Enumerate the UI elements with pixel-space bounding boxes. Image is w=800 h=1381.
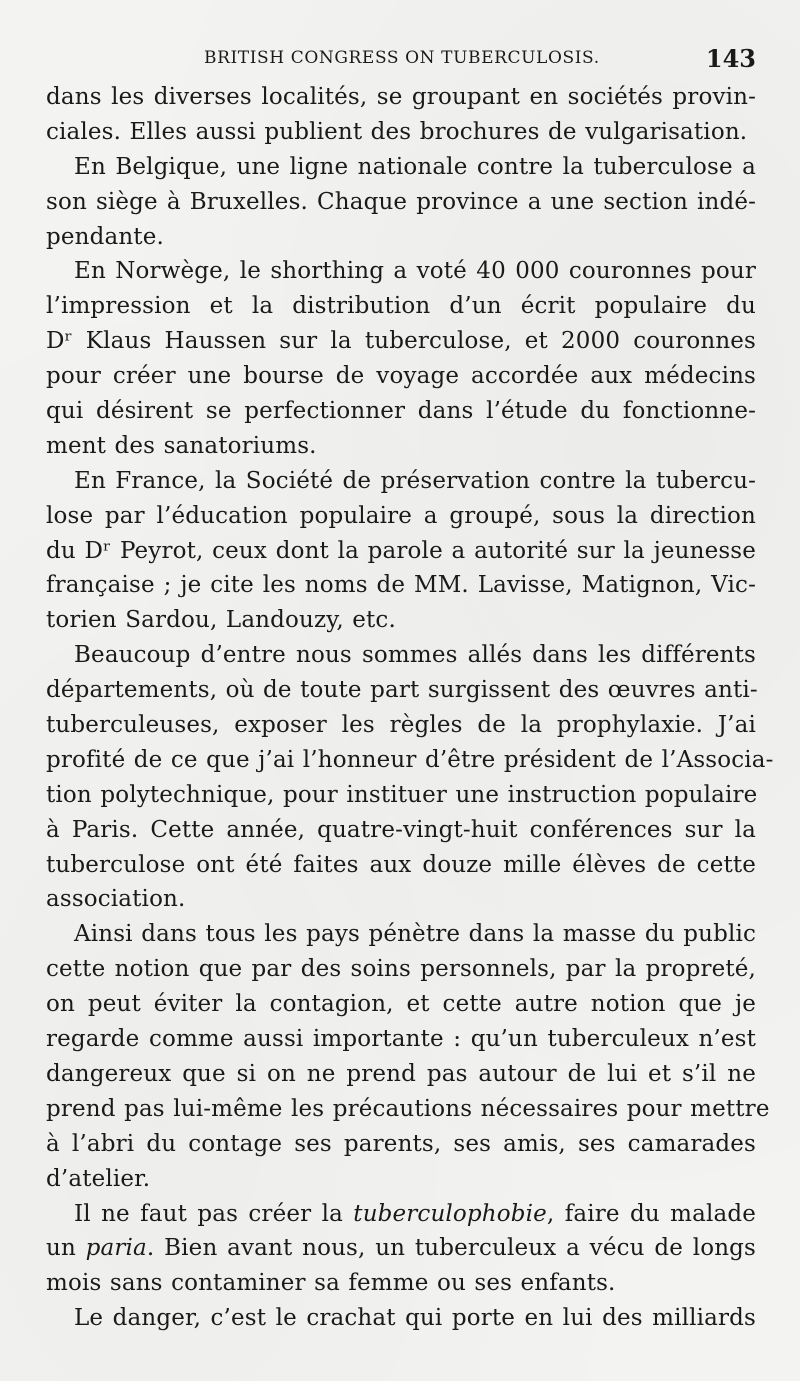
text-line: ment des sanatoriums.	[46, 432, 317, 459]
page-number: 143	[705, 44, 756, 73]
text-line: française ; je cite les noms de MM. Lavisse, Matignon, Vic-	[46, 572, 756, 599]
text-line: profité de ce que j’ai l’honneur d’être président de l’Associa-	[46, 746, 774, 773]
text-line: tuberculose ont été faites aux douze mille élèves de cette	[46, 851, 756, 878]
text-line: l’impression et la distribution d’un écrit populaire du	[46, 293, 756, 320]
text-line: un paria. Bien avant nous, un tuberculeux a vécu de longs	[46, 1235, 756, 1262]
text-line: à Paris. Cette année, quatre-vingt-huit conférences sur la	[46, 816, 756, 843]
text-line: son siège à Bruxelles. Chaque province a une section indé-	[46, 188, 756, 215]
text-line: Dʳ Klaus Haussen sur la tuberculose, et 2000 couronnes	[46, 328, 756, 355]
text-line: prend pas lui-même les précautions nécessaires pour mettre	[46, 1095, 770, 1122]
page-header	[46, 44, 756, 76]
text-line: En Belgique, une ligne nationale contre la tuberculose a	[74, 153, 756, 180]
text-line: à l’abri du contage ses parents, ses amis, ses camarades	[46, 1130, 756, 1157]
text-line: qui désirent se perfectionner dans l’étude du fonctionne-	[46, 398, 756, 425]
text-line: torien Sardou, Landouzy, etc.	[46, 607, 396, 634]
text-line: pour créer une bourse de voyage accordée aux médecins	[46, 363, 756, 390]
text-line: cette notion que par des soins personnels, par la propreté,	[46, 956, 756, 983]
running-head: BRITISH CONGRESS ON TUBERCULOSIS.	[204, 48, 600, 68]
text-line: du Dʳ Peyrot, ceux dont la parole a autorité sur la jeunesse	[46, 537, 756, 564]
text-line: Ainsi dans tous les pays pénètre dans la masse du public	[74, 921, 756, 948]
text-line: tion polytechnique, pour instituer une instruction populaire	[46, 781, 758, 808]
text-line: pendante.	[46, 223, 164, 250]
emphasized-word: tuberculophobie	[353, 1200, 547, 1227]
text-line: départements, où de toute part surgissent des œuvres anti-	[46, 677, 758, 704]
text-line: association.	[46, 886, 186, 913]
emphasized-word: paria	[85, 1235, 147, 1262]
text-line: lose par l’éducation populaire a groupé, sous la direction	[46, 502, 756, 529]
text-line: En Norwège, le shorthing a voté 40 000 couronnes pour	[74, 258, 756, 285]
text-line: d’atelier.	[46, 1165, 151, 1192]
text-line: regarde comme aussi importante : qu’un tuberculeux n’est	[46, 1026, 756, 1053]
text-line: Il ne faut pas créer la tuberculophobie, faire du malade	[74, 1200, 756, 1227]
text-line: on peut éviter la contagion, et cette autre notion que je	[46, 991, 756, 1018]
text-line: En France, la Société de préservation contre la tubercu-	[74, 467, 756, 494]
text-line: Le danger, c’est le crachat qui porte en lui des milliards	[74, 1305, 756, 1332]
text-line: Beaucoup d’entre nous sommes allés dans les différents	[74, 642, 756, 669]
text-line: ciales. Elles aussi publient des brochures de vulgarisation.	[46, 118, 748, 145]
text-line: dangereux que si on ne prend pas autour de lui et s’il ne	[46, 1060, 756, 1087]
text-line: mois sans contaminer sa femme ou ses enfants.	[46, 1270, 616, 1297]
text-line: dans les diverses localités, se groupant en sociétés provin-	[46, 84, 756, 110]
body-text	[46, 80, 774, 1336]
text-line: tuberculeuses, exposer les règles de la prophylaxie. J’ai	[46, 712, 756, 739]
